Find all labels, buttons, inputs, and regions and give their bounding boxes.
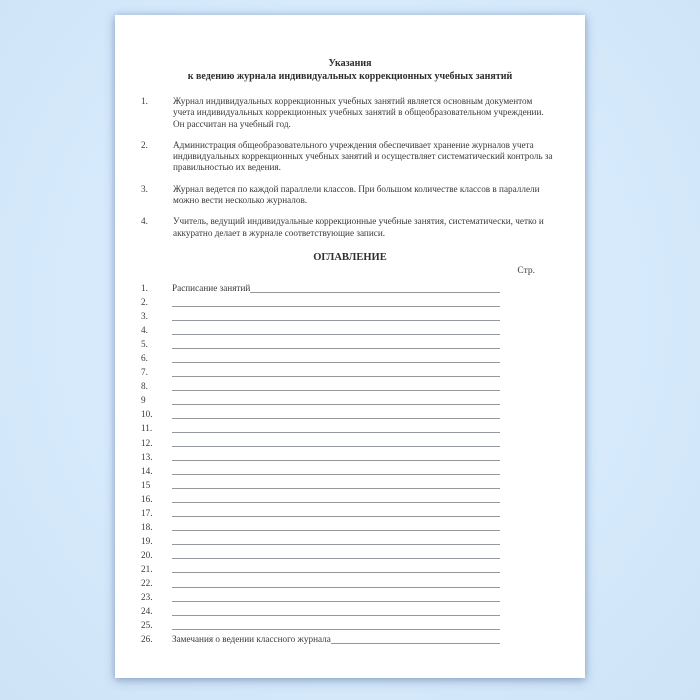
toc-row-number: 1. bbox=[141, 283, 148, 294]
toc-row-number: 2. bbox=[141, 297, 148, 308]
toc-row bbox=[141, 378, 500, 392]
toc-row-number: 19. bbox=[141, 535, 153, 546]
toc-row-number: 4. bbox=[141, 325, 148, 336]
toc-row-blank-line bbox=[172, 558, 500, 559]
toc-row-number: 9 bbox=[141, 395, 146, 406]
toc-row-number: 20. bbox=[141, 549, 153, 560]
toc-row bbox=[141, 575, 500, 589]
toc-row-blank-line bbox=[172, 488, 500, 489]
toc-list bbox=[141, 280, 500, 645]
document-page bbox=[115, 15, 585, 678]
toc-row-blank-line bbox=[172, 615, 500, 616]
instruction-text: Учитель, ведущий индивидуальные коррекционные учебные занятия, систематически, четко и аккуратно делает в журнале соответствующие записи. bbox=[173, 216, 544, 238]
toc-row-number: 12. bbox=[141, 437, 153, 448]
toc-row-blank-line bbox=[172, 334, 500, 335]
instruction-item bbox=[115, 184, 585, 207]
toc-row-number: 25. bbox=[141, 620, 153, 631]
toc-row-blank-line bbox=[172, 306, 500, 307]
toc-row bbox=[141, 491, 500, 505]
toc-row-blank-line bbox=[172, 516, 500, 517]
toc-row bbox=[141, 392, 500, 406]
toc-row-number: 26. bbox=[141, 634, 153, 645]
toc-row bbox=[141, 603, 500, 617]
doc-title-line2: к ведению журнала индивидуальных коррекционных учебных занятий bbox=[187, 71, 513, 82]
toc-row bbox=[141, 280, 500, 294]
toc-row bbox=[141, 533, 500, 547]
toc-row bbox=[141, 420, 500, 434]
instruction-number: 3. bbox=[141, 183, 148, 194]
toc-row bbox=[141, 519, 500, 533]
toc-row bbox=[141, 308, 500, 322]
instruction-number: 4. bbox=[141, 216, 148, 227]
toc-row-blank-line bbox=[172, 320, 500, 321]
toc-heading: ОГЛАВЛЕНИЕ bbox=[313, 251, 387, 263]
toc-row-blank-line bbox=[172, 348, 500, 349]
toc-row-blank-line bbox=[172, 629, 500, 630]
instruction-item bbox=[115, 216, 585, 239]
toc-row-blank-line bbox=[172, 601, 500, 602]
toc-row-number: 22. bbox=[141, 578, 153, 588]
toc-row-title: Замечания о ведении классного журнала bbox=[172, 634, 331, 645]
toc-row bbox=[141, 336, 500, 350]
toc-row bbox=[141, 364, 500, 378]
toc-row-blank-line bbox=[172, 572, 500, 573]
toc-row-number: 21. bbox=[141, 563, 153, 574]
toc-row bbox=[141, 561, 500, 575]
instruction-item bbox=[115, 96, 585, 130]
toc-row-number: 11. bbox=[141, 423, 153, 434]
toc-row-number: 24. bbox=[141, 606, 153, 617]
doc-title-line1: Указания bbox=[328, 58, 372, 69]
toc-row-blank-line bbox=[172, 404, 500, 405]
toc-row-blank-line bbox=[172, 474, 500, 475]
instruction-number: 1. bbox=[141, 96, 148, 106]
toc-row-blank-line bbox=[331, 643, 500, 644]
toc-row bbox=[141, 505, 500, 519]
toc-row-number: 7. bbox=[141, 367, 148, 378]
instruction-item bbox=[115, 140, 585, 174]
toc-row-number: 14. bbox=[141, 465, 153, 476]
toc-row bbox=[141, 434, 500, 448]
toc-row-number: 10. bbox=[141, 409, 153, 420]
toc-row-number: 5. bbox=[141, 339, 148, 350]
toc-row bbox=[141, 589, 500, 603]
toc-row-blank-line bbox=[172, 376, 500, 377]
instruction-text: Администрация общеобразовательного учреждения обеспечивает хранение журналов учета индивидуальных коррекционных учебных занятий и осуществляет систематический контроль за правильностью их ведения. bbox=[173, 139, 553, 173]
toc-row-number: 23. bbox=[141, 592, 153, 603]
toc-row-number: 3. bbox=[141, 311, 148, 322]
toc-row bbox=[141, 322, 500, 336]
instruction-number: 2. bbox=[141, 139, 148, 150]
toc-row bbox=[141, 477, 500, 491]
toc-row-blank-line bbox=[250, 292, 500, 293]
toc-row-number: 6. bbox=[141, 353, 148, 364]
instruction-text: Журнал индивидуальных коррекционных учебных занятий является основным документом учета индивидуальных коррекционных учебных занятий в общеобразовательном учреждении. Он рассчитан на учебный год. bbox=[173, 96, 544, 129]
toc-row-number: 13. bbox=[141, 451, 153, 462]
toc-row-blank-line bbox=[172, 502, 500, 503]
toc-page-column-label: Стр. bbox=[517, 265, 535, 276]
toc-row bbox=[141, 294, 500, 308]
toc-row-number: 16. bbox=[141, 493, 153, 504]
toc-row-blank-line bbox=[172, 460, 500, 461]
toc-row-blank-line bbox=[172, 587, 500, 588]
toc-row-blank-line bbox=[172, 432, 500, 433]
toc-row-number: 18. bbox=[141, 521, 153, 532]
toc-row bbox=[141, 617, 500, 631]
toc-row-blank-line bbox=[172, 418, 500, 419]
toc-row bbox=[141, 631, 500, 645]
instructions-list bbox=[115, 96, 585, 239]
toc-row-number: 17. bbox=[141, 507, 153, 518]
toc-row-blank-line bbox=[172, 530, 500, 531]
toc-row bbox=[141, 350, 500, 364]
doc-title bbox=[115, 57, 585, 83]
toc-row-title: Расписание занятий bbox=[172, 283, 251, 294]
toc-row bbox=[141, 406, 500, 420]
toc-row-number: 15 bbox=[141, 479, 151, 490]
toc-row-blank-line bbox=[172, 362, 500, 363]
toc-row-blank-line bbox=[172, 446, 500, 447]
toc-row bbox=[141, 463, 500, 477]
toc-row-blank-line bbox=[172, 390, 500, 391]
toc-row-blank-line bbox=[172, 544, 500, 545]
toc-row bbox=[141, 449, 500, 463]
instruction-text: Журнал ведется по каждой параллели классов. При большом количестве классов в параллели можно вести несколько журналов. bbox=[173, 183, 540, 206]
toc-row-number: 8. bbox=[141, 381, 148, 392]
toc-row bbox=[141, 547, 500, 561]
